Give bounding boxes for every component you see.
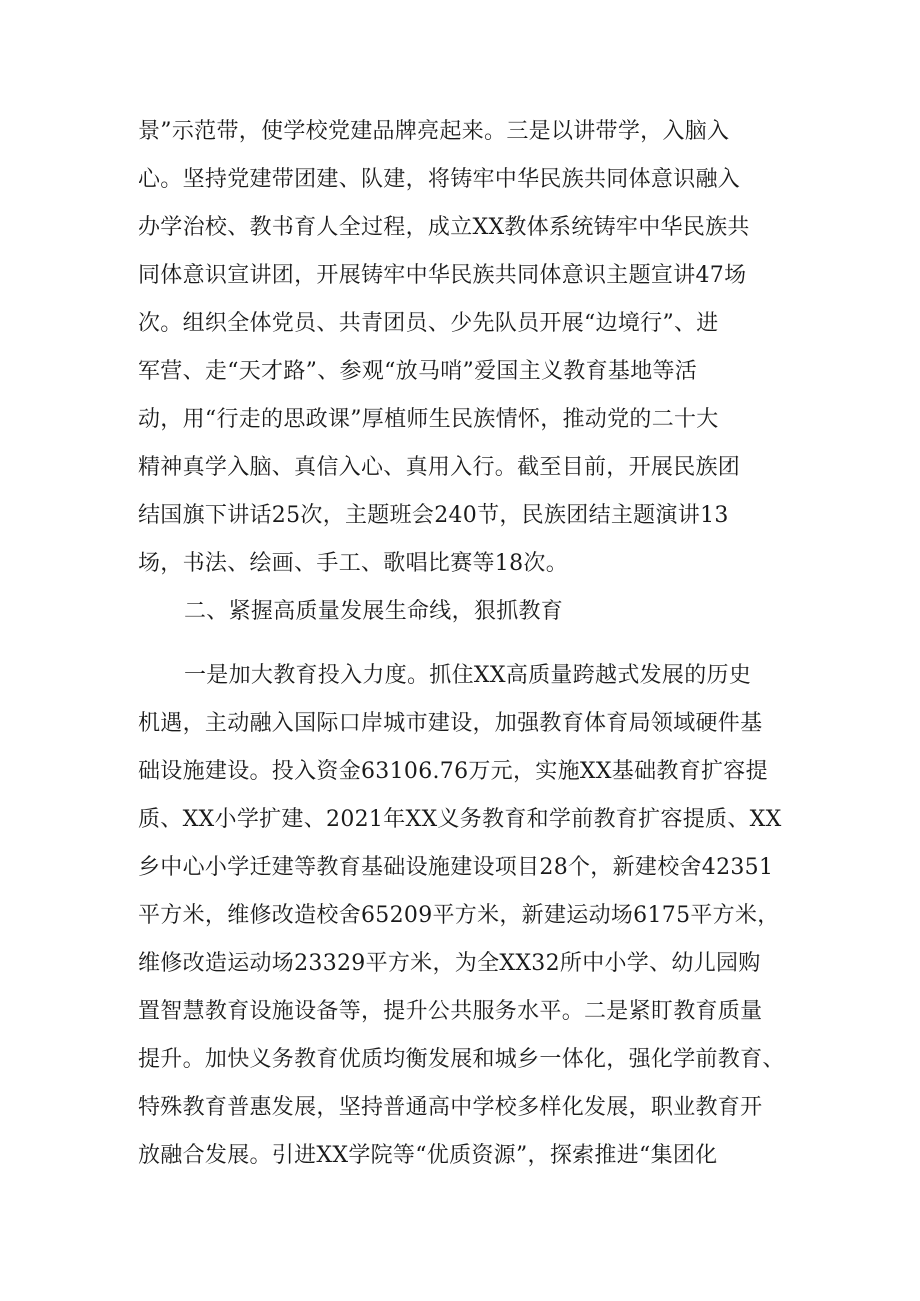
paragraph-line: 办学治校、教书育人全过程，成立XX教体系统铸牢中华民族共 <box>138 215 750 240</box>
paragraph-line: 心。坚持党建带团建、队建，将铸牢中华民族共同体意识融入 <box>138 167 741 192</box>
paragraph-line: 一是加大教育投入力度。抓住XX高质量跨越式发展的历史 <box>184 663 752 688</box>
paragraph-line: 结国旗下讲话25次，主题班会240节，民族团结主题演讲13 <box>138 503 729 528</box>
paragraph-line: 乡中心小学迁建等教育基础设施建设项目28个，新建校舍42351 <box>138 855 774 880</box>
paragraph-line: 放融合发展。引进XX学院等“优质资源”，探索推进“集团化 <box>138 1143 718 1168</box>
paragraph-line: 次。组织全体党员、共青团员、少先队员开展“边境行”、进 <box>138 311 719 336</box>
paragraph-line: 精神真学入脑、真信入心、真用入行。截至目前，开展民族团 <box>138 455 741 480</box>
paragraph-line: 提升。加快义务教育优质均衡发展和城乡一体化，强化学前教育、 <box>138 1047 785 1072</box>
section-heading: 二、紧握高质量发展生命线，狠抓教育 <box>184 599 564 624</box>
paragraph-line: 机遇，主动融入国际口岸城市建设，加强教育体育局领域硬件基 <box>138 711 763 736</box>
paragraph-line: 置智慧教育设施设备等，提升公共服务水平。二是紧盯教育质量 <box>138 999 763 1024</box>
paragraph-line: 军营、走“天才路”、参观“放马哨”爱国主义教育基地等活 <box>138 359 698 384</box>
paragraph-line: 特殊教育普惠发展，坚持普通高中学校多样化发展，职业教育开 <box>138 1095 763 1120</box>
paragraph-line: 质、XX小学扩建、2021年XX义务教育和学前教育扩容提质、XX <box>138 807 782 832</box>
paragraph-line: 动，用“行走的思政课”厚植师生民族情怀，推动党的二十大 <box>138 407 719 432</box>
paragraph-line: 维修改造运动场23329平方米，为全XX32所中小学、幼儿园购 <box>138 951 761 976</box>
paragraph-line: 平方米，维修改造校舍65209平方米，新建运动场6175平方米， <box>138 903 780 928</box>
paragraph-line: 场，书法、绘画、手工、歌唱比赛等18次。 <box>138 551 568 576</box>
paragraph-line: 同体意识宣讲团，开展铸牢中华民族共同体意识主题宣讲47场 <box>138 263 747 288</box>
paragraph-line: 础设施建设。投入资金63106.76万元，实施XX基础教育扩容提 <box>138 759 768 784</box>
paragraph-line: 景”示范带，使学校党建品牌亮起来。三是以讲带学，入脑入 <box>138 119 730 144</box>
